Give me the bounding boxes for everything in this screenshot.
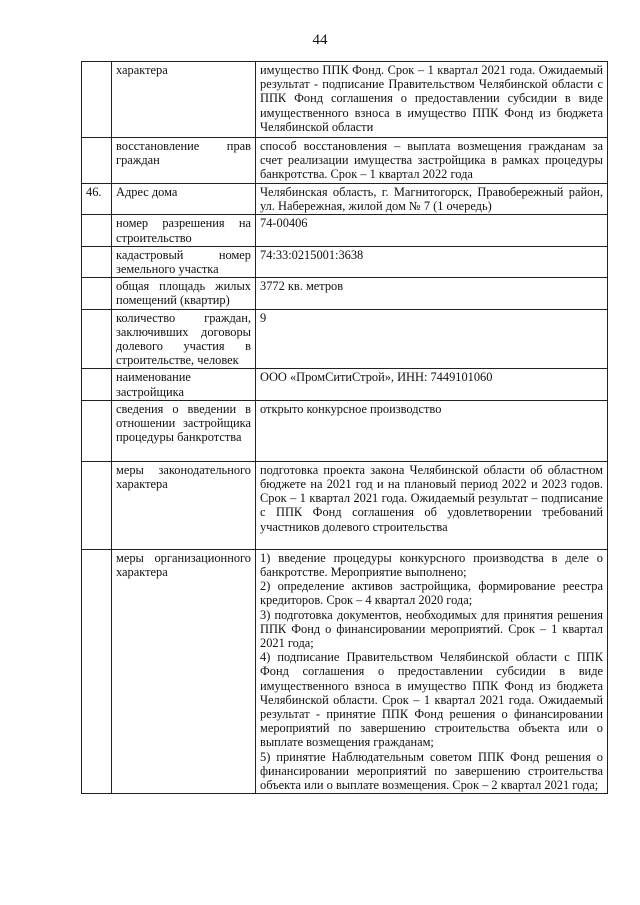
row-value: 74-00406 [256, 215, 608, 246]
row-label: количество граждан, заключивших договоры долевого участия в строительстве, человек [112, 309, 256, 369]
row-value: 9 [256, 309, 608, 369]
measure-item: 4) подписание Правительством Челябинской области с ППК Фонд соглашения о предоставлении субсидии в виде имущественного взноса в имущество ППК Фонд из бюджета Челябинской области. Срок – 1 квартал 2021 года. Ожидаемый результат - принятие ППК Фонд решения о финансировании мероприятий по завершению строительства объекта или о выплате возмещения гражданам; [260, 650, 603, 750]
row-label: меры организационного характера [112, 549, 256, 793]
row-value: имущество ППК Фонд. Срок – 1 квартал 2021 года. Ожидаемый результат - подписание Правительством Челябинской области с ППК Фонд соглашения о предоставлении субсидии в виде имущественного взноса в имущество ППК Фонд из бюджета Челябинской области [256, 62, 608, 138]
table-row [82, 369, 608, 400]
row-label: Адрес дома [112, 184, 256, 215]
measure-item: 3) подготовка документов, необходимых для принятия решения ППК Фонд о финансировании мероприятий. Срок – 1 квартал 2021 года; [260, 607, 603, 651]
table-row [82, 309, 608, 369]
row-label: меры законодательного характера [112, 461, 256, 549]
row-value-list [256, 549, 608, 793]
row-number [82, 215, 112, 246]
table-row [82, 62, 608, 138]
measure-item: 2) определение активов застройщика, формирование реестра кредиторов. Срок – 4 квартал 2020 года; [260, 579, 603, 608]
row-value: ООО «ПромСитиСтрой», ИНН: 7449101060 [256, 369, 608, 400]
row-number: 46. [82, 184, 112, 215]
table-row [82, 246, 608, 277]
measure-item: 1) введение процедуры конкурсного производства в деле о банкротстве. Мероприятие выполнено; [260, 550, 603, 580]
row-number [82, 138, 112, 184]
row-label: кадастровый номер земельного участка [112, 246, 256, 277]
table-row [82, 400, 608, 461]
measure-item: 5) принятие Наблюдательным советом ППК Фонд решения о финансировании мероприятий по завершению строительства объекта или о выплате возмещения. Срок – 2 квартал 2021 года; [260, 749, 603, 793]
row-value: Челябинская область, г. Магнитогорск, Правобережный район, ул. Набережная, жилой дом № 7 (1 очередь) [256, 184, 608, 215]
page-number: 44 [312, 32, 328, 48]
row-number [82, 400, 112, 461]
row-label: наименование застройщика [112, 369, 256, 400]
row-label: характера [112, 62, 256, 138]
row-number [82, 62, 112, 138]
row-value: открыто конкурсное производство [256, 400, 608, 461]
row-number [82, 246, 112, 277]
row-number [82, 278, 112, 309]
row-number [82, 369, 112, 400]
table-row [82, 549, 608, 793]
row-number [82, 309, 112, 369]
row-label: общая площадь жилых помещений (квартир) [112, 278, 256, 309]
row-number [82, 549, 112, 793]
info-table [81, 61, 608, 794]
table-row [82, 278, 608, 309]
row-value: подготовка проекта закона Челябинской области об областном бюджете на 2021 год и на плановый период 2022 и 2023 годов. Срок – 1 квартал 2021 года. Ожидаемый результат – подписание с ППК Фонд соглашения об удовлетворении требований участников долевого строительства [256, 461, 608, 549]
row-label: восстановление прав граждан [112, 138, 256, 184]
row-number [82, 461, 112, 549]
row-value: способ восстановления – выплата возмещения гражданам за счет реализации имущества застройщика в рамках процедуры банкротства. Срок – 1 квартал 2022 года [256, 138, 608, 184]
row-value: 74:33:0215001:3638 [256, 246, 608, 277]
row-value: 3772 кв. метров [256, 278, 608, 309]
row-label: номер разрешения на строительство [112, 215, 256, 246]
table-row [82, 138, 608, 184]
table-row [82, 215, 608, 246]
row-label: сведения о введении в отношении застройщика процедуры банкротства [112, 400, 256, 461]
table-row [82, 461, 608, 549]
table-row [82, 184, 608, 215]
